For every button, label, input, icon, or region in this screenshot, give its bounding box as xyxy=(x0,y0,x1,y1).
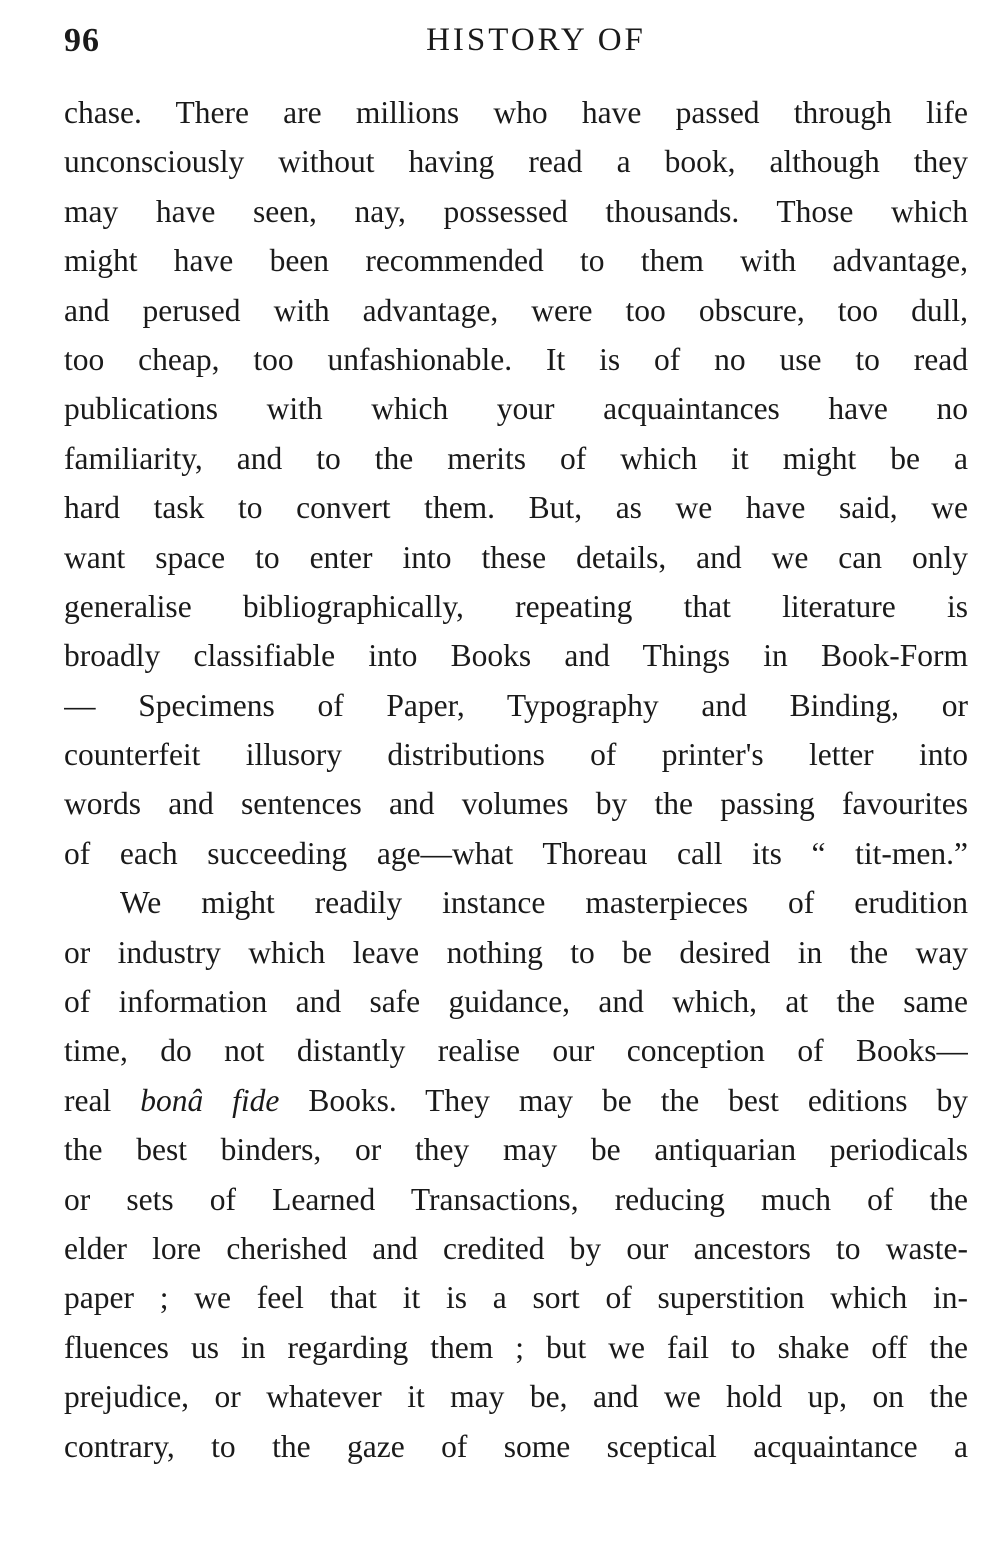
running-title: HISTORY OF xyxy=(426,22,646,58)
text-line: prejudice, or whatever it may be, and we hold up, on the xyxy=(64,1379,968,1415)
text-line: counterfeit illusory distributions of printer's letter into xyxy=(64,737,968,773)
text-line: contrary, to the gaze of some sceptical acquaintance a xyxy=(64,1428,968,1464)
text-line: of each succeeding age—what Thoreau call its “ tit-men.” xyxy=(64,835,968,871)
text-line: paper ; we feel that it is a sort of superstition which in- xyxy=(64,1280,968,1316)
text-line: hard task to convert them. But, as we have said, we xyxy=(64,490,968,526)
text-line: time, do not distantly realise our conception of Books— xyxy=(64,1033,968,1069)
text-line xyxy=(64,1076,968,1125)
text-line: chase. There are millions who have passed through life xyxy=(64,95,968,130)
text-line: and perused with advantage, were too obscure, too dull, xyxy=(64,292,968,328)
text-line: might have been recommended to them with advantage, xyxy=(64,243,968,279)
text-fragment: Books. They may be the best editions by xyxy=(308,1082,968,1118)
text-line: of information and safe guidance, and which, at the same xyxy=(64,984,968,1020)
text-line: want space to enter into these details, and we can only xyxy=(64,539,968,575)
text-fragment: real xyxy=(64,1082,112,1118)
text-line: publications with which your acquaintances have no xyxy=(64,391,968,427)
text-line: unconsciously without having read a book, although they xyxy=(64,144,968,180)
text-line: broadly classifiable into Books and Things in Book-Form xyxy=(64,638,968,674)
running-head xyxy=(64,22,968,72)
text-line: generalise bibliographically, repeating that literature is xyxy=(64,588,968,624)
text-line: familiarity, and to the merits of which it might be a xyxy=(64,440,968,476)
text-line: We might readily instance masterpieces of erudition xyxy=(120,885,968,921)
text-line: or sets of Learned Transactions, reducing much of the xyxy=(64,1181,968,1217)
text-line: words and sentences and volumes by the passing favourites xyxy=(64,786,968,822)
paragraph-1 xyxy=(64,88,968,878)
text-line: fluences us in regarding them ; but we fail to shake off the xyxy=(64,1329,968,1365)
text-line: the best binders, or they may be antiquarian periodicals xyxy=(64,1132,968,1168)
text-line: or industry which leave nothing to be desired in the way xyxy=(64,934,968,970)
text-line: too cheap, too unfashionable. It is of no use to read xyxy=(64,341,968,377)
page-number: 96 xyxy=(64,22,100,59)
paragraph-2 xyxy=(64,878,968,1471)
body-text xyxy=(64,88,968,1471)
italic-phrase: bonâ fide xyxy=(140,1082,280,1118)
text-line: — Specimens of Paper, Typography and Binding, or xyxy=(64,687,968,723)
text-line: may have seen, nay, possessed thousands. Those which xyxy=(64,193,968,229)
text-line: elder lore cherished and credited by our ancestors to waste- xyxy=(64,1230,968,1266)
